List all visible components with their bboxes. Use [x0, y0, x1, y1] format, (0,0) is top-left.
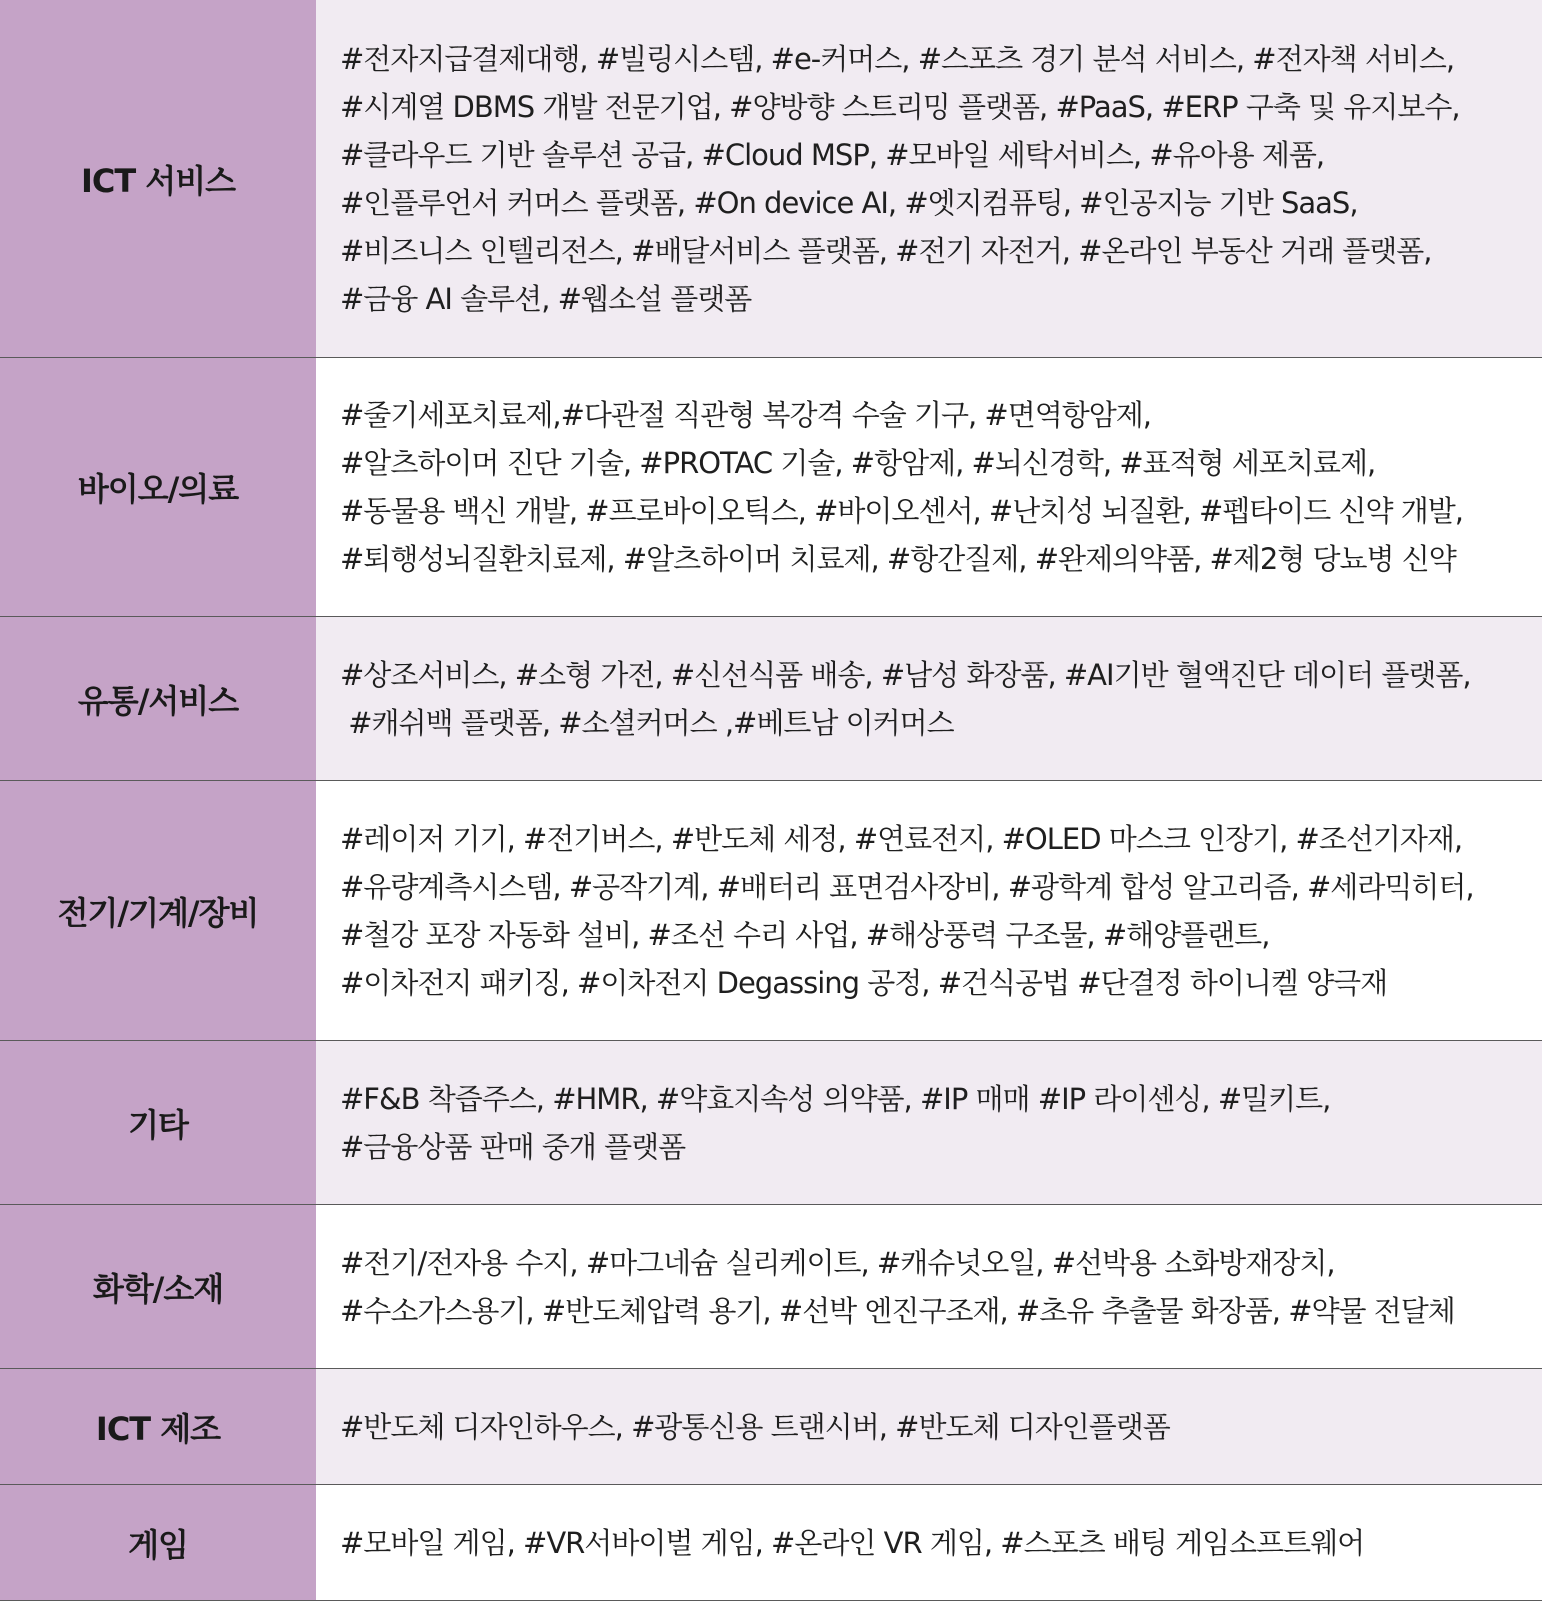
category-label: 전기/기계/장비 [0, 781, 316, 1040]
category-label: 기타 [0, 1041, 316, 1204]
table-row [0, 616, 1542, 780]
keyword-list [316, 0, 1542, 357]
table-row [0, 780, 1542, 1040]
keyword-line: #시계열 DBMS 개발 전문기업, #양방향 스트리밍 플랫폼, #PaaS, #ERP 구축 및 유지보수, [340, 89, 1460, 124]
keyword-list [316, 1485, 1542, 1600]
keyword-line: #금융 AI 솔루션, #웹소설 플랫폼 [340, 281, 752, 316]
keyword-line: #수소가스용기, #반도체압력 용기, #선박 엔진구조재, #초유 추출물 화장품, #약물 전달체 [340, 1293, 1455, 1328]
keyword-line: #F&B 착즙주스, #HMR, #약효지속성 의약품, #IP 매매 #IP 라이센싱, #밀키트, [340, 1081, 1331, 1116]
table-row [0, 357, 1542, 616]
keyword-list [316, 1041, 1542, 1204]
category-label: 게임 [0, 1485, 316, 1600]
table-row [0, 1368, 1542, 1484]
keyword-line: #줄기세포치료제,#다관절 직관형 복강격 수술 기구, #면역항암제, [340, 398, 1151, 432]
category-label: ICT 제조 [0, 1369, 316, 1484]
keyword-line: #인플루언서 커머스 플랫폼, #On device AI, #엣지컴퓨팅, #인공지능 기반 SaaS, [340, 185, 1358, 220]
category-label: 화학/소재 [0, 1205, 316, 1368]
category-label: ICT 서비스 [0, 0, 316, 357]
keyword-list [316, 1205, 1542, 1368]
keyword-line: #반도체 디자인하우스, #광통신용 트랜시버, #반도체 디자인플랫폼 [340, 1409, 1170, 1444]
keyword-list [316, 781, 1542, 1040]
keyword-line: #캐쉬백 플랫폼, #소셜커머스 ,#베트남 이커머스 [340, 705, 954, 740]
keyword-line: #상조서비스, #소형 가전, #신선식품 배송, #남성 화장품, #AI기반 혈액진단 데이터 플랫폼, [340, 657, 1471, 692]
keyword-line: #동물용 백신 개발, #프로바이오틱스, #바이오센서, #난치성 뇌질환, #펩타이드 신약 개발, [340, 494, 1464, 528]
keyword-list [316, 358, 1542, 616]
keyword-line: #철강 포장 자동화 설비, #조선 수리 사업, #해상풍력 구조물, #해양플랜트, [340, 917, 1270, 952]
table-row [0, 1040, 1542, 1204]
keyword-line: #전기/전자용 수지, #마그네슘 실리케이트, #캐슈넛오일, #선박용 소화방재장치, [340, 1245, 1335, 1280]
keyword-line: #이차전지 패키징, #이차전지 Degassing 공정, #건식공법 #단결정 하이니켈 양극재 [340, 965, 1388, 1000]
table-row [0, 1484, 1542, 1600]
table-row [0, 0, 1542, 357]
keyword-list [316, 617, 1542, 780]
keyword-line: #유량계측시스템, #공작기계, #배터리 표면검사장비, #광학계 합성 알고리즘, #세라믹히터, [340, 869, 1474, 904]
keyword-line: #모바일 게임, #VR서바이벌 게임, #온라인 VR 게임, #스포츠 배팅 게임소프트웨어 [340, 1525, 1365, 1560]
keyword-line: #전자지급결제대행, #빌링시스템, #e-커머스, #스포츠 경기 분석 서비스, #전자책 서비스, [340, 41, 1455, 76]
table-row [0, 1204, 1542, 1368]
keyword-line: #퇴행성뇌질환치료제, #알츠하이머 치료제, #항간질제, #완제의약품, #제2형 당뇨병 신약 [340, 542, 1456, 576]
keyword-line: #클라우드 기반 솔루션 공급, #Cloud MSP, #모바일 세탁서비스, #유아용 제품, [340, 137, 1325, 172]
category-label: 유통/서비스 [0, 617, 316, 780]
keyword-line: #레이저 기기, #전기버스, #반도체 세정, #연료전지, #OLED 마스크 인장기, #조선기자재, [340, 821, 1463, 856]
keyword-list [316, 1369, 1542, 1484]
keyword-line: #알츠하이머 진단 기술, #PROTAC 기술, #항암제, #뇌신경학, #표적형 세포치료제, [340, 446, 1376, 480]
keyword-line: #비즈니스 인텔리전스, #배달서비스 플랫폼, #전기 자전거, #온라인 부동산 거래 플랫폼, [340, 233, 1432, 268]
category-label: 바이오/의료 [0, 358, 316, 616]
keyword-line: #금융상품 판매 중개 플랫폼 [340, 1129, 686, 1164]
